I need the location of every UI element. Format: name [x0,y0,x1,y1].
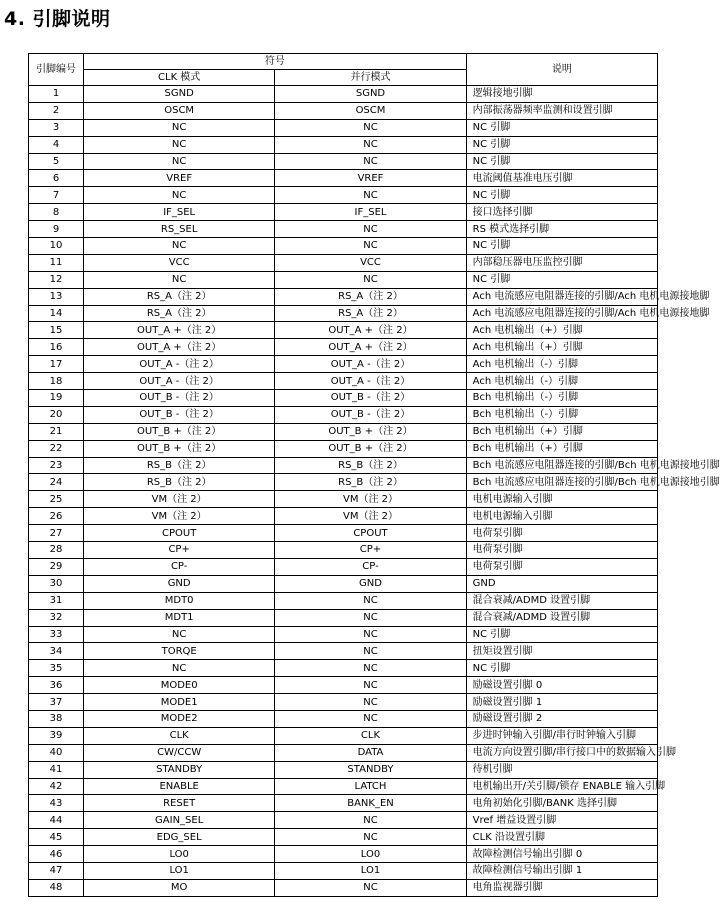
table-row [29,727,658,744]
cell-clk-mode-symbol: CW/CCW [84,744,275,761]
cell-description: Bch 电流感应电阻器连接的引脚/Bch 电机电源接地引脚 [466,474,657,491]
cell-clk-mode-symbol: OUT_A -（注 2） [84,356,275,373]
cell-clk-mode-symbol: NC [84,271,275,288]
cell-description: 电机电源输入引脚 [466,491,657,508]
cell-clk-mode-symbol: CP- [84,558,275,575]
cell-parallel-mode-symbol: NC [275,643,466,660]
table-row [29,677,658,694]
cell-parallel-mode-symbol: NC [275,119,466,136]
cell-pin-number: 25 [29,491,84,508]
cell-pin-number: 36 [29,677,84,694]
table-row [29,474,658,491]
table-row [29,575,658,592]
cell-pin-number: 20 [29,406,84,423]
cell-parallel-mode-symbol: CLK [275,727,466,744]
cell-description: 混合衰减/ADMD 设置引脚 [466,592,657,609]
cell-clk-mode-symbol: NC [84,119,275,136]
cell-parallel-mode-symbol: OUT_B +（注 2） [275,440,466,457]
cell-clk-mode-symbol: IF_SEL [84,204,275,221]
cell-description: 故障检测信号输出引脚 1 [466,862,657,879]
cell-clk-mode-symbol: GAIN_SEL [84,812,275,829]
cell-description: NC 引脚 [466,119,657,136]
table-row [29,221,658,238]
cell-pin-number: 29 [29,558,84,575]
cell-parallel-mode-symbol: LATCH [275,778,466,795]
cell-clk-mode-symbol: CP+ [84,542,275,559]
header-description: 说明 [466,54,657,86]
cell-clk-mode-symbol: LO1 [84,862,275,879]
cell-clk-mode-symbol: ENABLE [84,778,275,795]
cell-description: Bch 电机输出（+）引脚 [466,440,657,457]
cell-clk-mode-symbol: RS_B（注 2） [84,474,275,491]
cell-pin-number: 15 [29,322,84,339]
cell-parallel-mode-symbol: RS_A（注 2） [275,305,466,322]
cell-description: NC 引脚 [466,187,657,204]
cell-clk-mode-symbol: RS_A（注 2） [84,288,275,305]
cell-description: 电机输出开/关引脚/锁存 ENABLE 输入引脚 [466,778,657,795]
cell-parallel-mode-symbol: OSCM [275,102,466,119]
cell-pin-number: 37 [29,694,84,711]
cell-pin-number: 7 [29,187,84,204]
cell-parallel-mode-symbol: OUT_B +（注 2） [275,423,466,440]
cell-parallel-mode-symbol: NC [275,609,466,626]
header-symbol: 符号 [84,54,467,70]
cell-clk-mode-symbol: OSCM [84,102,275,119]
cell-parallel-mode-symbol: NC [275,136,466,153]
cell-pin-number: 24 [29,474,84,491]
cell-clk-mode-symbol: SGND [84,86,275,103]
cell-parallel-mode-symbol: NC [275,626,466,643]
header-clk-mode: CLK 模式 [84,70,275,86]
cell-clk-mode-symbol: OUT_A -（注 2） [84,373,275,390]
cell-parallel-mode-symbol: LO0 [275,846,466,863]
cell-clk-mode-symbol: OUT_B +（注 2） [84,423,275,440]
table-row [29,694,658,711]
cell-pin-number: 10 [29,238,84,255]
cell-description: 电角监视器引脚 [466,879,657,896]
cell-parallel-mode-symbol: NC [275,271,466,288]
cell-clk-mode-symbol: OUT_A +（注 2） [84,322,275,339]
table-row [29,254,658,271]
cell-pin-number: 19 [29,390,84,407]
table-row [29,761,658,778]
table-row [29,119,658,136]
cell-description: NC 引脚 [466,626,657,643]
cell-pin-number: 1 [29,86,84,103]
table-row [29,879,658,896]
cell-pin-number: 35 [29,660,84,677]
pin-description-table [28,53,720,897]
cell-description: 内部振荡器频率监测和设置引脚 [466,102,657,119]
cell-clk-mode-symbol: NC [84,660,275,677]
cell-pin-number: 4 [29,136,84,153]
cell-pin-number: 34 [29,643,84,660]
cell-parallel-mode-symbol: NC [275,812,466,829]
cell-clk-mode-symbol: RS_A（注 2） [84,305,275,322]
table-row [29,356,658,373]
table-row [29,542,658,559]
table-row [29,457,658,474]
cell-pin-number: 44 [29,812,84,829]
cell-parallel-mode-symbol: NC [275,677,466,694]
cell-description: 混合衰减/ADMD 设置引脚 [466,609,657,626]
table-row [29,525,658,542]
cell-description: 待机引脚 [466,761,657,778]
cell-pin-number: 6 [29,170,84,187]
table-row [29,390,658,407]
cell-parallel-mode-symbol: OUT_A +（注 2） [275,339,466,356]
cell-pin-number: 21 [29,423,84,440]
cell-description: 励磁设置引脚 0 [466,677,657,694]
cell-parallel-mode-symbol: OUT_B -（注 2） [275,406,466,423]
cell-pin-number: 8 [29,204,84,221]
cell-parallel-mode-symbol: RS_A（注 2） [275,288,466,305]
table-row [29,710,658,727]
cell-pin-number: 30 [29,575,84,592]
cell-parallel-mode-symbol: NC [275,829,466,846]
table-row [29,812,658,829]
cell-description: 逻辑接地引脚 [466,86,657,103]
cell-pin-number: 38 [29,710,84,727]
cell-description: RS 模式选择引脚 [466,221,657,238]
cell-parallel-mode-symbol: NC [275,592,466,609]
cell-description: Bch 电机输出（-）引脚 [466,406,657,423]
table-row [29,305,658,322]
cell-description: 电角初始化引脚/BANK 选择引脚 [466,795,657,812]
table-row [29,626,658,643]
cell-pin-number: 26 [29,508,84,525]
cell-clk-mode-symbol: OUT_B -（注 2） [84,406,275,423]
cell-clk-mode-symbol: VREF [84,170,275,187]
cell-parallel-mode-symbol: VM（注 2） [275,491,466,508]
cell-parallel-mode-symbol: CP+ [275,542,466,559]
cell-clk-mode-symbol: MDT0 [84,592,275,609]
cell-parallel-mode-symbol: VM（注 2） [275,508,466,525]
cell-pin-number: 23 [29,457,84,474]
table-row [29,204,658,221]
cell-parallel-mode-symbol: IF_SEL [275,204,466,221]
cell-clk-mode-symbol: CLK [84,727,275,744]
cell-pin-number: 13 [29,288,84,305]
cell-parallel-mode-symbol: NC [275,710,466,727]
cell-pin-number: 33 [29,626,84,643]
table-row [29,744,658,761]
cell-clk-mode-symbol: EDG_SEL [84,829,275,846]
cell-description: NC 引脚 [466,238,657,255]
cell-description: GND [466,575,657,592]
cell-parallel-mode-symbol: OUT_B -（注 2） [275,390,466,407]
cell-description: 内部稳压器电压监控引脚 [466,254,657,271]
table-row [29,491,658,508]
cell-parallel-mode-symbol: DATA [275,744,466,761]
cell-description: 扭矩设置引脚 [466,643,657,660]
cell-pin-number: 14 [29,305,84,322]
cell-description: Bch 电机输出（+）引脚 [466,423,657,440]
cell-description: 电流方向设置引脚/串行接口中的数据输入引脚 [466,744,657,761]
cell-clk-mode-symbol: MODE1 [84,694,275,711]
cell-parallel-mode-symbol: VCC [275,254,466,271]
cell-pin-number: 42 [29,778,84,795]
cell-clk-mode-symbol: STANDBY [84,761,275,778]
cell-clk-mode-symbol: OUT_B -（注 2） [84,390,275,407]
table-body [29,86,720,897]
cell-pin-number: 12 [29,271,84,288]
header-pin-number: 引脚编号 [29,54,84,86]
cell-pin-number: 46 [29,846,84,863]
cell-pin-number: 5 [29,153,84,170]
cell-parallel-mode-symbol: RS_B（注 2） [275,457,466,474]
cell-pin-number: 16 [29,339,84,356]
table-row [29,322,658,339]
cell-description: Ach 电机输出（+）引脚 [466,339,657,356]
cell-pin-number: 27 [29,525,84,542]
cell-clk-mode-symbol: OUT_A +（注 2） [84,339,275,356]
cell-parallel-mode-symbol: NC [275,187,466,204]
table-row [29,829,658,846]
table-row [29,271,658,288]
cell-clk-mode-symbol: RESET [84,795,275,812]
cell-pin-number: 9 [29,221,84,238]
table-row [29,136,658,153]
cell-pin-number: 17 [29,356,84,373]
cell-description: Ach 电流感应电阻器连接的引脚/Ach 电机电源接地脚 [466,288,657,305]
cell-description: NC 引脚 [466,153,657,170]
cell-description: NC 引脚 [466,271,657,288]
table-row [29,660,658,677]
table-row [29,339,658,356]
cell-parallel-mode-symbol: BANK_EN [275,795,466,812]
cell-parallel-mode-symbol: NC [275,694,466,711]
cell-clk-mode-symbol: MODE2 [84,710,275,727]
cell-description: 电机电源输入引脚 [466,508,657,525]
cell-parallel-mode-symbol: CP- [275,558,466,575]
cell-pin-number: 47 [29,862,84,879]
table-row [29,846,658,863]
table-row [29,778,658,795]
cell-parallel-mode-symbol: OUT_A -（注 2） [275,356,466,373]
table-row [29,288,658,305]
cell-clk-mode-symbol: TORQE [84,643,275,660]
cell-description: 励磁设置引脚 2 [466,710,657,727]
cell-description: 故障检测信号输出引脚 0 [466,846,657,863]
table-row [29,592,658,609]
cell-description: NC 引脚 [466,660,657,677]
table-row [29,406,658,423]
cell-description: Bch 电机输出（-）引脚 [466,390,657,407]
table-row [29,795,658,812]
header-parallel-mode: 并行模式 [275,70,466,86]
cell-parallel-mode-symbol: GND [275,575,466,592]
cell-pin-number: 43 [29,795,84,812]
table-row [29,102,658,119]
cell-description: Ach 电机输出（-）引脚 [466,373,657,390]
cell-parallel-mode-symbol: OUT_A -（注 2） [275,373,466,390]
cell-clk-mode-symbol: VM（注 2） [84,508,275,525]
section-title: 4. 引脚说明 [4,8,111,30]
cell-pin-number: 11 [29,254,84,271]
cell-pin-number: 45 [29,829,84,846]
table-row [29,170,658,187]
table-row [29,508,658,525]
table-row [29,643,658,660]
cell-parallel-mode-symbol: RS_B（注 2） [275,474,466,491]
cell-description: 励磁设置引脚 1 [466,694,657,711]
table-row [29,238,658,255]
cell-clk-mode-symbol: VM（注 2） [84,491,275,508]
cell-clk-mode-symbol: MODE0 [84,677,275,694]
cell-description: 电流阈值基准电压引脚 [466,170,657,187]
cell-clk-mode-symbol: LO0 [84,846,275,863]
cell-parallel-mode-symbol: NC [275,238,466,255]
cell-description: CLK 沿设置引脚 [466,829,657,846]
table-row [29,609,658,626]
cell-pin-number: 39 [29,727,84,744]
cell-parallel-mode-symbol: SGND [275,86,466,103]
cell-description: 电荷泵引脚 [466,558,657,575]
cell-clk-mode-symbol: NC [84,187,275,204]
cell-clk-mode-symbol: MDT1 [84,609,275,626]
cell-pin-number: 18 [29,373,84,390]
cell-parallel-mode-symbol: NC [275,660,466,677]
table-row [29,86,658,103]
table-row [29,423,658,440]
cell-description: 接口选择引脚 [466,204,657,221]
cell-clk-mode-symbol: RS_SEL [84,221,275,238]
cell-pin-number: 22 [29,440,84,457]
cell-clk-mode-symbol: RS_B（注 2） [84,457,275,474]
cell-clk-mode-symbol: NC [84,626,275,643]
cell-description: Ach 电流感应电阻器连接的引脚/Ach 电机电源接地脚 [466,305,657,322]
table-row [29,862,658,879]
table-row [29,373,658,390]
cell-clk-mode-symbol: NC [84,136,275,153]
cell-pin-number: 48 [29,879,84,896]
cell-clk-mode-symbol: MO [84,879,275,896]
cell-clk-mode-symbol: NC [84,238,275,255]
cell-pin-number: 28 [29,542,84,559]
cell-pin-number: 2 [29,102,84,119]
cell-pin-number: 32 [29,609,84,626]
table-row [29,440,658,457]
cell-pin-number: 3 [29,119,84,136]
cell-clk-mode-symbol: VCC [84,254,275,271]
table-header [29,54,658,86]
cell-description: Ach 电机输出（+）引脚 [466,322,657,339]
cell-parallel-mode-symbol: OUT_A +（注 2） [275,322,466,339]
cell-clk-mode-symbol: OUT_B +（注 2） [84,440,275,457]
cell-parallel-mode-symbol: NC [275,879,466,896]
cell-pin-number: 41 [29,761,84,778]
cell-parallel-mode-symbol: CPOUT [275,525,466,542]
cell-pin-number: 40 [29,744,84,761]
cell-parallel-mode-symbol: NC [275,153,466,170]
cell-clk-mode-symbol: GND [84,575,275,592]
cell-clk-mode-symbol: CPOUT [84,525,275,542]
cell-clk-mode-symbol: NC [84,153,275,170]
table-row [29,558,658,575]
cell-parallel-mode-symbol: NC [275,221,466,238]
cell-description: Ach 电机输出（-）引脚 [466,356,657,373]
table-row [29,187,658,204]
cell-parallel-mode-symbol: VREF [275,170,466,187]
cell-description: NC 引脚 [466,136,657,153]
cell-parallel-mode-symbol: LO1 [275,862,466,879]
cell-description: 电荷泵引脚 [466,525,657,542]
cell-description: 步进时钟输入引脚/串行时钟输入引脚 [466,727,657,744]
cell-parallel-mode-symbol: STANDBY [275,761,466,778]
cell-pin-number: 31 [29,592,84,609]
cell-description: Vref 增益设置引脚 [466,812,657,829]
table-row [29,153,658,170]
cell-description: 电荷泵引脚 [466,542,657,559]
cell-description: Bch 电流感应电阻器连接的引脚/Bch 电机电源接地引脚 [466,457,657,474]
